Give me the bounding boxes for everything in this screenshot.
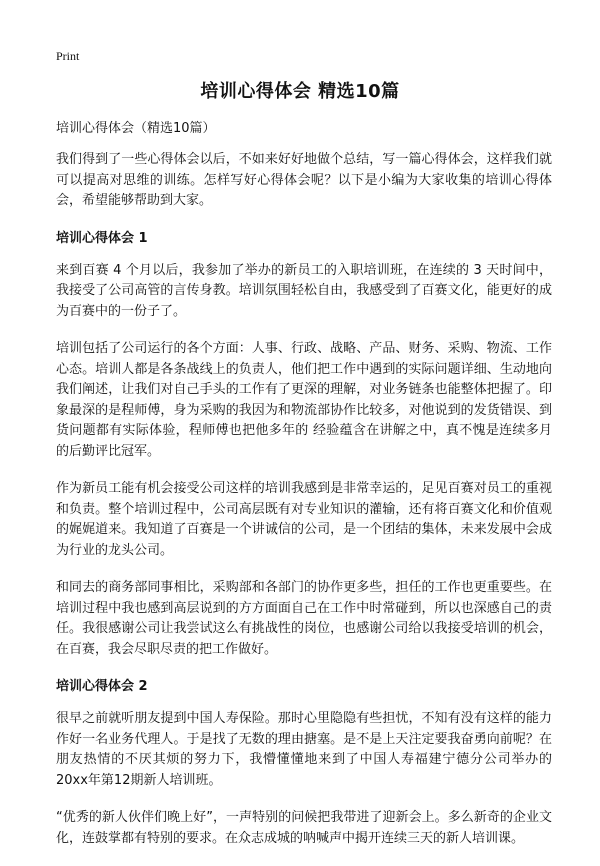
section-heading: 培训心得体会 1	[56, 230, 148, 246]
paragraph: 和同去的商务部同事相比，采购部和各部门的协作更多些，担任的工作也更重要些。在培训过程中我也感到高层说到的方方面面自己在工作中时常碰到，所以也深感自己的责任。我很感谢公司让我尝试这么有挑战性的岗位，也感谢公司给以我接受培训的机会，在百赛，我会尽职尽责的把工作做好。	[56, 580, 552, 657]
intro-paragraph: 我们得到了一些心得体会以后，不如来好好地做个总结，写一篇心得体会，这样我们就可以提高对思维的训练。怎样写好心得体会呢？以下是小编为大家收集的培训心得体会，希望能够帮助到大家。	[56, 152, 552, 208]
paragraph: 作为新员工能有机会接受公司这样的培训我感到是非常幸运的，足见百赛对员工的重视和负责。整个培训过程中，公司高层既有对专业知识的灌输，还有将百赛文化和价值观的娓娓道来。我知道了百赛是一个讲诚信的公司，是一个团结的集体，未来发展中会成为行业的龙头公司。	[56, 481, 552, 558]
document-body	[56, 120, 552, 866]
section-heading: 培训心得体会 2	[56, 679, 148, 694]
document-subtitle: 培训心得体会（精选10篇）	[56, 121, 216, 136]
paragraph: 很早之前就听朋友提到中国人寿保险。那时心里隐隐有些担忧，不知有没有这样的能力作好一名业务代理人。于是找了无数的理由搪塞。是不是上天注定要我奋勇向前呢？在朋友热情的不厌其烦的努力下，我懵懂懂地来到了中国人寿福建宁德分公司举办的20xx年第12期新人培训班。	[56, 711, 552, 788]
paragraph: 培训包括了公司运行的各个方面：人事、行政、战略、产品、财务、采购、物流、工作心态。培训人都是各条战线上的负责人，他们把工作中遇到的实际问题详细、生动地向我们阐述，让我们对自己手头的工作有了更深的理解，对业务链条也能整体把握了。印象最深的是程师傅，身为采购的我因为和物流部协作比较多，对他说到的发货错误、到货问题都有实际体验，程师傅也把他多年的 经验蕴含在讲解之中，真不愧是连续多月的后勤评比冠军。	[56, 341, 552, 459]
print-link[interactable]: Print	[56, 49, 80, 63]
document-title: 培训心得体会 精选10篇	[200, 81, 400, 102]
paragraph: “优秀的新人伙伴们晚上好”，一声特别的问候把我带进了迎新会上。多么新奇的企业文化，连鼓掌都有特别的要求。在众志成城的呐喊声中揭开连续三天的新人培训课。	[56, 810, 552, 846]
paragraph: 来到百赛 4 个月以后，我参加了举办的新员工的入职培训班，在连续的 3 天时间中，我接受了公司高管的言传身教。培训氛围轻松自由，我感受到了百赛文化，能更好的成为百赛中的一份子了。	[56, 262, 552, 319]
